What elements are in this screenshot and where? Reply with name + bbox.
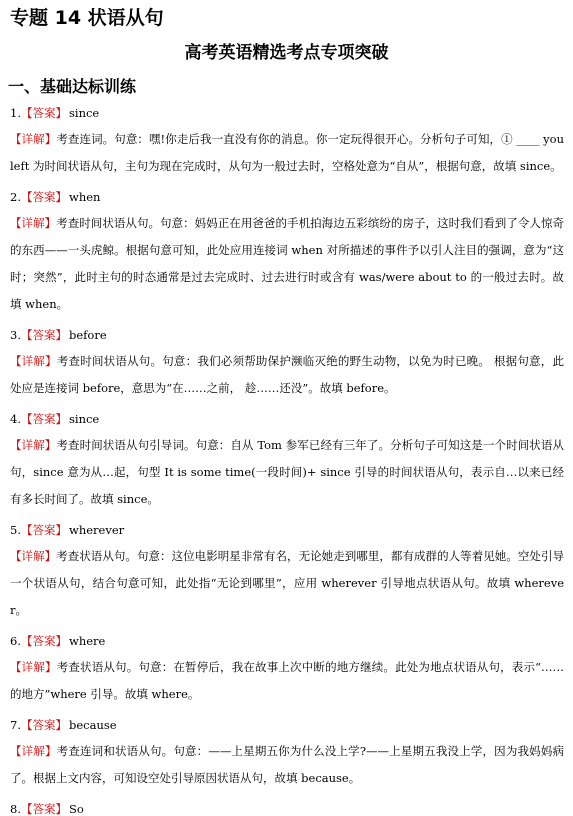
explanation-paragraph — [10, 654, 564, 708]
answer-tag: 【答案】 — [20, 634, 67, 648]
explain-tag: 【详解】 — [10, 354, 57, 368]
explain-tag: 【详解】 — [10, 549, 57, 563]
answer-text: when — [68, 190, 101, 204]
explanation-paragraph — [10, 126, 564, 180]
question-number: 6. — [10, 634, 21, 648]
answer-text: So — [68, 802, 84, 816]
explanation-text: 考查时间状语从句。句意：我们必须帮助保护濒临灭绝的野生动物，以免为时已晚。 根据句意，此处应是连接词 before，意思为“在……之前， 趁……还没”。故填 before。 — [10, 354, 565, 395]
document-title: 高考英语精选考点专项突破 — [184, 43, 389, 63]
answer-tag: 【答案】 — [20, 328, 67, 342]
explanation-paragraph — [10, 432, 564, 513]
answer-text: because — [68, 718, 117, 732]
explain-tag: 【详解】 — [10, 438, 57, 452]
explanation-paragraph — [10, 543, 564, 624]
answer-tag: 【答案】 — [20, 718, 67, 732]
answer-line — [10, 718, 564, 732]
explain-tag: 【详解】 — [10, 216, 57, 230]
question-number: 3. — [10, 328, 21, 342]
explain-tag: 【详解】 — [10, 660, 57, 674]
explain-tag: 【详解】 — [10, 744, 57, 758]
answer-text: since — [68, 106, 100, 120]
answer-tag: 【答案】 — [20, 802, 67, 816]
answer-line — [10, 190, 564, 204]
question-number: 4. — [10, 412, 21, 426]
section-title: 一、基础达标训练 — [8, 77, 137, 96]
explanation-text: 考查连词和状语从句。句意：——上星期五你为什么没上学?——上星期五我没上学，因为我妈妈病了。根据上文内容，可知设空处引导原因状语从句，故填 because。 — [10, 744, 564, 785]
explanation-text: 考查时间状语从句。句意：妈妈正在用爸爸的手机拍海边五彩缤纷的房子，这时我们看到了令人惊奇的东西——一头虎鲸。根据句意可知，此处应用连接词 when 对所描述的事件予以引人注目的强调，意为“这时；突然”，此时主句的时态通常是过去完成时、过去进行时或含有 was/were about to 的一般过去时。故填 when。 — [10, 216, 564, 311]
answer-line — [10, 106, 564, 120]
answer-text: where — [68, 634, 106, 648]
answer-line — [10, 634, 564, 648]
explanation-text: 考查状语从句。句意：在暂停后，我在故事上次中断的地方继续。此处为地点状语从句，表示“……的地方”where 引导。故填 where。 — [10, 660, 565, 701]
answer-line — [10, 523, 564, 537]
explanation-paragraph — [10, 738, 564, 792]
explanation-text: 考查连词。句意：嘿!你走后我一直没有你的消息。你一定玩得很开心。分析句子可知，① ____ you left 为时间状语从句，主句为现在完成时，从句为一般过去时，空格处意为“自从”，根据句意，故填 since。 — [10, 132, 564, 173]
topic-title: 专题 14 状语从句 — [10, 7, 164, 29]
question-number: 1. — [10, 106, 21, 120]
explanation-paragraph — [10, 348, 564, 402]
explanation-paragraph — [10, 210, 564, 318]
explanation-text: 考查时间状语从句引导词。句意：自从 Tom 参军已经有三年了。分析句子可知这是一个时间状语从句，since 意为从…起，句型 It is some time(一段时间)+ since 引导的时间状语从句，表示自…以来已经有多长时间了。故填 since。 — [10, 438, 564, 506]
answer-line — [10, 328, 564, 342]
question-number: 2. — [10, 190, 21, 204]
answer-tag: 【答案】 — [20, 523, 67, 537]
answer-text: before — [68, 328, 107, 342]
answer-tag: 【答案】 — [20, 412, 67, 426]
answer-list — [10, 106, 564, 816]
answer-text: wherever — [68, 523, 125, 537]
question-number: 8. — [10, 802, 21, 816]
question-number: 5. — [10, 523, 21, 537]
question-number: 7. — [10, 718, 21, 732]
answer-line — [10, 802, 564, 816]
answer-text: since — [68, 412, 100, 426]
explanation-text: 考查状语从句。句意：这位电影明星非常有名，无论她走到哪里，都有成群的人等着见她。空处引导一个状语从句，结合句意可知，此处指“无论到哪里”，应用 wherever 引导地点状语从句。故填 wherever。 — [10, 549, 564, 617]
answer-tag: 【答案】 — [20, 106, 67, 120]
answer-tag: 【答案】 — [20, 190, 67, 204]
explain-tag: 【详解】 — [10, 132, 57, 146]
answer-line — [10, 412, 564, 426]
